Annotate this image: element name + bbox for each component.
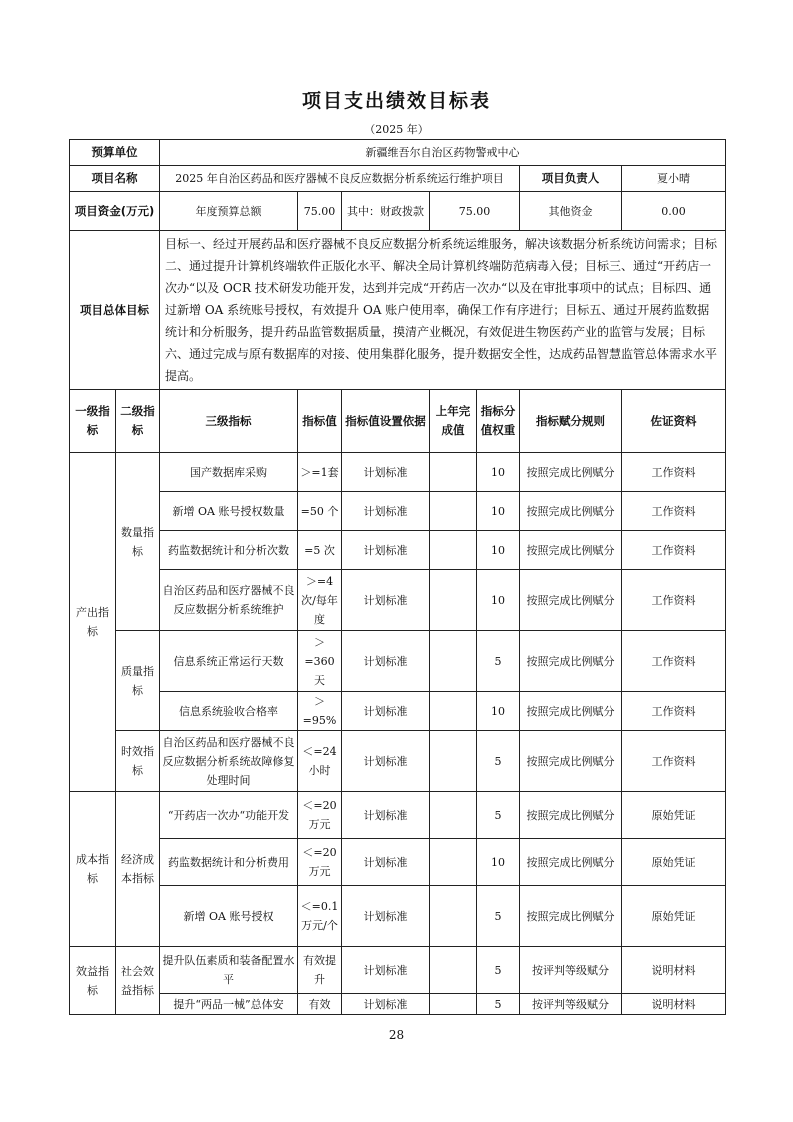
indicator-name: 自治区药品和医疗器械不良反应数据分析系统故障修复处理时间 xyxy=(160,731,298,792)
indicator-last-year xyxy=(430,570,477,631)
performance-table xyxy=(69,139,726,1015)
indicator-weight: 10 xyxy=(477,453,520,492)
indicator-evidence: 说明材料 xyxy=(622,947,726,994)
indicator-evidence: 说明材料 xyxy=(622,994,726,1015)
indicator-weight: 10 xyxy=(477,570,520,631)
group-timeliness: 时效指标 xyxy=(116,731,160,792)
indicator-rule: 按照完成比例赋分 xyxy=(520,692,622,731)
indicator-name: 药监数据统计和分析次数 xyxy=(160,531,298,570)
indicator-name: 国产数据库采购 xyxy=(160,453,298,492)
table-row xyxy=(70,631,726,692)
indicator-basis: 计划标准 xyxy=(342,839,430,886)
indicator-basis: 计划标准 xyxy=(342,692,430,731)
year-label: （2025 年） xyxy=(364,123,429,136)
indicator-weight: 5 xyxy=(477,731,520,792)
indicator-basis: 计划标准 xyxy=(342,570,430,631)
other-funds-label: 其他资金 xyxy=(520,192,622,231)
indicator-value: ＞=95% xyxy=(298,692,342,731)
fiscal-value: 75.00 xyxy=(430,192,520,231)
indicator-weight: 10 xyxy=(477,839,520,886)
indicator-last-year xyxy=(430,839,477,886)
indicator-name: 药监数据统计和分析费用 xyxy=(160,839,298,886)
indicator-last-year xyxy=(430,492,477,531)
project-leader-label: 项目负责人 xyxy=(520,166,622,192)
indicator-evidence: 工作资料 xyxy=(622,631,726,692)
indicator-value: ＞=360天 xyxy=(298,631,342,692)
page-number: 28 xyxy=(388,1028,405,1042)
project-name-value: 2025 年自治区药品和医疗器械不良反应数据分析系统运行维护项目 xyxy=(160,166,520,192)
indicator-basis: 计划标准 xyxy=(342,631,430,692)
indicator-value: ＜=0.1万元/个 xyxy=(298,886,342,947)
project-name-label: 项目名称 xyxy=(70,166,160,192)
indicator-rule: 按评判等级赋分 xyxy=(520,994,622,1015)
table-row xyxy=(70,692,726,731)
indicator-evidence: 原始凭证 xyxy=(622,792,726,839)
group-quality: 质量指标 xyxy=(116,631,160,731)
indicator-weight: 10 xyxy=(477,492,520,531)
annual-budget-label: 年度预算总额 xyxy=(160,192,298,231)
group-benefit: 效益指标 xyxy=(70,947,116,1015)
page-title: 项目支出绩效目标表 xyxy=(301,90,491,112)
group-social-benefit: 社会效益指标 xyxy=(116,947,160,1015)
indicator-last-year xyxy=(430,886,477,947)
indicator-basis: 计划标准 xyxy=(342,731,430,792)
project-leader-value: 夏小晴 xyxy=(622,166,726,192)
indicator-rule: 按照完成比例赋分 xyxy=(520,792,622,839)
indicator-basis: 计划标准 xyxy=(342,947,430,994)
indicator-value: 有效 xyxy=(298,994,342,1015)
table-row xyxy=(70,792,726,839)
table-row xyxy=(70,531,726,570)
table-row xyxy=(70,570,726,631)
col-value: 指标值 xyxy=(298,390,342,453)
indicator-weight: 5 xyxy=(477,631,520,692)
indicator-evidence: 原始凭证 xyxy=(622,886,726,947)
indicator-rule: 按照完成比例赋分 xyxy=(520,570,622,631)
indicator-name: 提升“两品一械”总体安 xyxy=(160,994,298,1015)
indicator-value: =50 个 xyxy=(298,492,342,531)
indicator-rule: 按照完成比例赋分 xyxy=(520,453,622,492)
annual-budget-value: 75.00 xyxy=(298,192,342,231)
indicator-rule: 按照完成比例赋分 xyxy=(520,631,622,692)
indicator-last-year xyxy=(430,631,477,692)
indicator-rule: 按照完成比例赋分 xyxy=(520,531,622,570)
indicator-rule: 按照完成比例赋分 xyxy=(520,492,622,531)
indicator-last-year xyxy=(430,531,477,570)
table-row xyxy=(70,492,726,531)
col-level1: 一级指标 xyxy=(70,390,116,453)
indicator-basis: 计划标准 xyxy=(342,886,430,947)
indicator-value: ＞=4次/每年度 xyxy=(298,570,342,631)
indicator-name: 信息系统正常运行天数 xyxy=(160,631,298,692)
indicator-basis: 计划标准 xyxy=(342,531,430,570)
indicator-evidence: 工作资料 xyxy=(622,492,726,531)
group-cost: 成本指标 xyxy=(70,792,116,947)
indicator-rule: 按照完成比例赋分 xyxy=(520,886,622,947)
indicator-evidence: 工作资料 xyxy=(622,570,726,631)
indicator-value: ＜=24小时 xyxy=(298,731,342,792)
indicator-basis: 计划标准 xyxy=(342,792,430,839)
group-output: 产出指标 xyxy=(70,453,116,792)
indicator-evidence: 工作资料 xyxy=(622,453,726,492)
indicator-last-year xyxy=(430,692,477,731)
indicator-value: ＜=20万元 xyxy=(298,792,342,839)
col-rule: 指标赋分规则 xyxy=(520,390,622,453)
indicator-weight: 5 xyxy=(477,994,520,1015)
indicator-last-year xyxy=(430,947,477,994)
fiscal-label: 其中：财政拨款 xyxy=(342,192,430,231)
table-row xyxy=(70,886,726,947)
col-level3: 三级指标 xyxy=(160,390,298,453)
other-funds-value: 0.00 xyxy=(622,192,726,231)
indicator-name: 信息系统验收合格率 xyxy=(160,692,298,731)
indicator-value: ＜=20万元 xyxy=(298,839,342,886)
table-row xyxy=(70,453,726,492)
indicator-basis: 计划标准 xyxy=(342,994,430,1015)
goal-label: 项目总体目标 xyxy=(70,231,160,390)
indicator-name: 提升队伍素质和装备配置水平 xyxy=(160,947,298,994)
indicator-value: =5 次 xyxy=(298,531,342,570)
indicator-value: ＞=1套 xyxy=(298,453,342,492)
table-row xyxy=(70,731,726,792)
indicator-evidence: 工作资料 xyxy=(622,531,726,570)
indicator-weight: 5 xyxy=(477,792,520,839)
indicator-rule: 按照完成比例赋分 xyxy=(520,731,622,792)
indicator-weight: 10 xyxy=(477,692,520,731)
funds-label: 项目资金(万元) xyxy=(70,192,160,231)
col-weight: 指标分值权重 xyxy=(477,390,520,453)
indicator-weight: 5 xyxy=(477,947,520,994)
indicator-evidence: 工作资料 xyxy=(622,731,726,792)
group-economic-cost: 经济成本指标 xyxy=(116,792,160,947)
indicator-last-year xyxy=(430,731,477,792)
table-row xyxy=(70,994,726,1015)
indicator-rule: 按照完成比例赋分 xyxy=(520,839,622,886)
table-row xyxy=(70,947,726,994)
col-level2: 二级指标 xyxy=(116,390,160,453)
col-basis: 指标值设置依据 xyxy=(342,390,430,453)
budget-unit-label: 预算单位 xyxy=(70,140,160,166)
indicator-name: “开药店一次办“功能开发 xyxy=(160,792,298,839)
indicator-basis: 计划标准 xyxy=(342,492,430,531)
goal-text: 目标一、经过开展药品和医疗器械不良反应数据分析系统运维服务，解决该数据分析系统访问需求；目标二、通过提升计算机终端软件正版化水平、解决全局计算机终端防范病毒入侵；目标三、通过“开药店一次办“以及 OCR 技术研发功能开发，达到并完成“开药店一次办“以及在审批事项中的试点；目标四、通过新增 OA 系统账号授权，有效提升 OA 账户使用率，确保工作有序进行；目标五、通过开展药监数据统计和分析服务，提升药品监管数据质量，摸清产业概况，有效促进生物医药产业的监管与发展；目标六、通过完成与原有数据库的对接、使用集群化服务，提升数据安全性，达成药品智慧监管总体需求水平提高。 xyxy=(160,231,726,390)
indicator-weight: 10 xyxy=(477,531,520,570)
table-row xyxy=(70,839,726,886)
indicator-last-year xyxy=(430,994,477,1015)
col-last-year: 上年完成值 xyxy=(430,390,477,453)
indicator-evidence: 工作资料 xyxy=(622,692,726,731)
indicator-rule: 按评判等级赋分 xyxy=(520,947,622,994)
col-evidence: 佐证资料 xyxy=(622,390,726,453)
indicator-name: 新增 OA 账号授权 xyxy=(160,886,298,947)
indicator-weight: 5 xyxy=(477,886,520,947)
indicator-last-year xyxy=(430,453,477,492)
indicator-value: 有效提升 xyxy=(298,947,342,994)
indicator-name: 自治区药品和医疗器械不良反应数据分析系统维护 xyxy=(160,570,298,631)
indicator-last-year xyxy=(430,792,477,839)
indicator-evidence: 原始凭证 xyxy=(622,839,726,886)
indicator-name: 新增 OA 账号授权数量 xyxy=(160,492,298,531)
group-quantity: 数量指标 xyxy=(116,453,160,631)
budget-unit-value: 新疆维吾尔自治区药物警戒中心 xyxy=(160,140,726,166)
indicator-basis: 计划标准 xyxy=(342,453,430,492)
